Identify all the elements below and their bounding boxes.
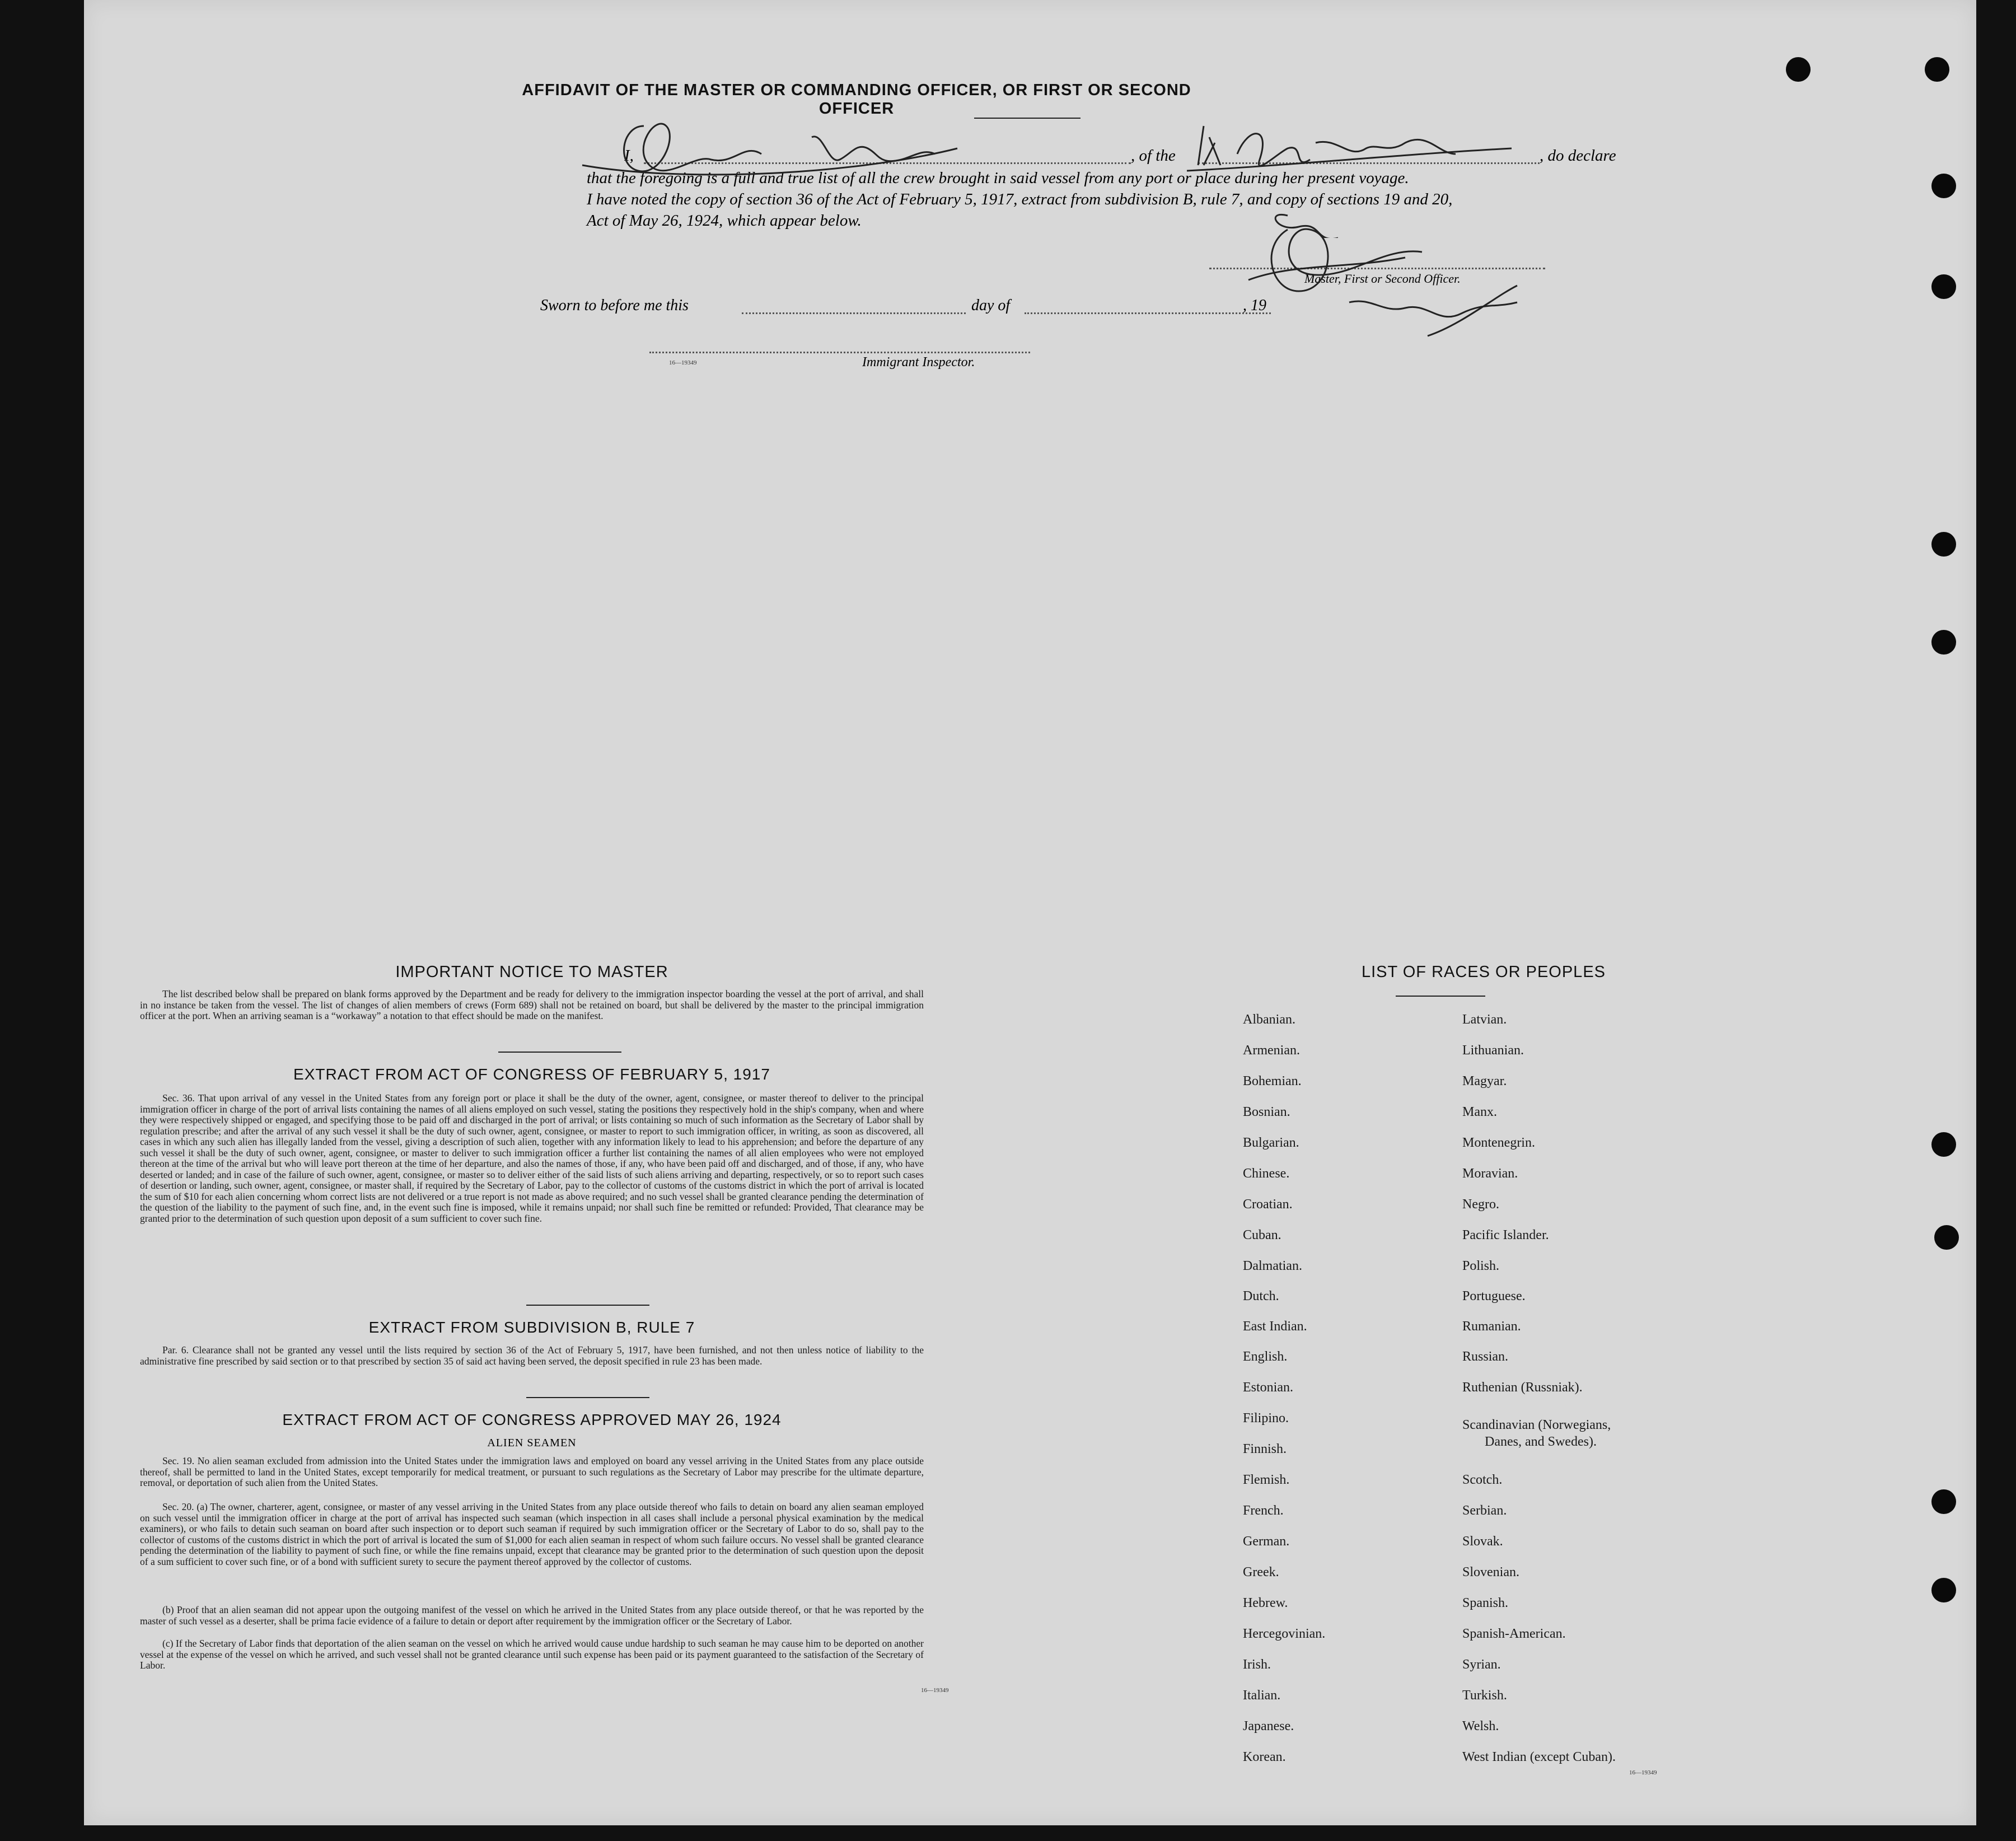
race-item: Hebrew. xyxy=(1243,1596,1288,1610)
extract-1917-text: Sec. 36. That upon arrival of any vessel in the United States from any foreign port or place it shall be the duty of the owner, agent, consignee, or master thereof to deliver to the principal immigration officer in charge of the port of arrival lists containing the names of all aliens employed on such vessel, stating the positions they respectively hold in the ship's company, when and where they were respectively shipped or engaged, and specifying those to be paid off and discharged in the port of arrival; or lists containing so much of such information as the Secretary of Labor shall by regulation prescribe; and after the arrival of any such vessel it shall be the duty of such owner, agent, consignee, or master to report to such immigration officer, in writing, as soon as discovered, all cases in which any such alien has illegally landed from the vessel, giving a description of such alien, together with any information likely to lead to his apprehension; and before the departure of any such vessel it shall be the duty of such owner, agent, consignee, or master to deliver to such immigration officer a further list containing the names of all alien employees who were not employed thereon at the time of the arrival but who will leave port thereon at the time of her departure, and also the names of those, if any, who have been paid off and discharged, and of those, if any, who have deserted or landed; and in case of the failure of such owner, agent, consignee, or master so to deliver either of the said lists of such aliens arriving and departing, respectively, or so to report such cases of desertion or landing, such owner, agent, consignee, or master shall, if required by the Secretary of Labor, pay to the collector of customs of the customs district in which the port of arrival is located the sum of $10 for each alien concerning whom correct lists are not delivered or a true report is not made as above required; and no such vessel shall be granted clearance pending the determination of the question of the liability to the payment of such fine, and, in the event such fine is imposed, while it remains unpaid; nor shall such fine be remitted or refunded: Provided, That clearance may be granted prior to the determination of such question upon deposit of a sum sufficient to cover such fine. xyxy=(140,1092,924,1224)
race-item: Negro. xyxy=(1462,1197,1499,1212)
form-number: 16—19349 xyxy=(1629,1769,1657,1776)
extract-1924-sec20a: Sec. 20. (a) The owner, charterer, agent, consignee, or master of any vessel arriving in the United States from any place outside thereof who fails to detain on board any alien seaman employed on such vessel until the immigration officer in charge at the port of arrival has inspected such seaman (which inspection in all cases shall include a personal physical examination by the medical examiners), or who fails to detain such seaman on board after such inspection or to deport such seaman if required by such immigration officer or the Secretary of Labor to do so, shall pay to the collector of customs of the customs district in which the port of arrival is located the sum of $1,000 for each alien seaman in respect of whom such failure occurs. No vessel shall be granted clearance pending the determination of the liability to payment of such fine, or while the fine remains unpaid, except that clearance may be granted prior to the determination of such question upon the deposit of a sum sufficient to cover such fine, or of a bond with sufficient surety to secure the payment thereof approved by the collector of customs. xyxy=(140,1501,924,1567)
sworn-text: Sworn to before me this xyxy=(540,297,689,314)
binder-hole xyxy=(1931,532,1956,557)
race-item: Armenian. xyxy=(1243,1043,1300,1058)
sworn-day-line xyxy=(742,312,966,314)
race-item: Polish. xyxy=(1462,1259,1500,1273)
divider xyxy=(1396,996,1485,997)
declaration-line-4: Act of May 26, 1924, which appear below. xyxy=(587,212,862,230)
affidavit-title: AFFIDAVIT OF THE MASTER OR COMMANDING OFFICER, OR FIRST OR SECOND OFFICER xyxy=(522,81,1191,118)
race-item: Bosnian. xyxy=(1243,1105,1290,1119)
inspector-signature-line xyxy=(649,352,1030,353)
officer-signature xyxy=(1237,213,1551,342)
race-item: Lithuanian. xyxy=(1462,1043,1524,1058)
declaration-declare: , do declare xyxy=(1540,147,1616,165)
race-item: Pacific Islander. xyxy=(1462,1228,1549,1242)
race-item: Manx. xyxy=(1462,1105,1497,1119)
race-item: Latvian. xyxy=(1462,1012,1507,1027)
extract-1924-sec19: Sec. 19. No alien seaman excluded from admission into the United States under the immigration laws and employed on board any vessel arriving in the United States from any place outside thereof, shall be permitted to land in the United States, except temporarily for medical treatment, or pursuant to such regulations as the Secretary of Labor may prescribe for the ultimate departure, removal, or deportation of such alien from the United States. xyxy=(140,1455,924,1488)
declaration-i: I, xyxy=(624,147,634,165)
divider xyxy=(498,1052,621,1053)
document-page xyxy=(84,0,1976,1825)
declaration-of-the: , of the xyxy=(1131,147,1176,165)
extract-rule7-text: Par. 6. Clearance shall not be granted any vessel until the lists required by section 36 of the Act of February 5, 1917, have been furnished, and not then unless notice of liability to the administrative fine prescribed by said section or to that prescribed by section 35 of said act having been served, the deposit specified in rule 23 has been made. xyxy=(140,1344,924,1367)
binder-hole xyxy=(1931,630,1956,655)
race-item: Danes, and Swedes). xyxy=(1485,1435,1597,1449)
race-item: Irish. xyxy=(1243,1657,1271,1672)
race-item: Flemish. xyxy=(1243,1473,1290,1487)
race-item: German. xyxy=(1243,1534,1290,1549)
race-item: Bulgarian. xyxy=(1243,1136,1299,1150)
form-number: 16—19349 xyxy=(921,1687,949,1694)
binder-hole xyxy=(1786,57,1811,82)
race-item: Scotch. xyxy=(1462,1473,1503,1487)
extract-1924-sec20c: (c) If the Secretary of Labor finds that deportation of the alien seaman on the vessel on which he arrived would cause undue hardship to such seaman he may cause him to be deported on another vessel at the expense of the vessel on which he arrived, and such vessel shall not be granted clearance until such expense has been paid or its payment guaranteed to the satisfaction of the Secretary of Labor. xyxy=(140,1638,924,1671)
race-item: Magyar. xyxy=(1462,1074,1507,1088)
race-item: Albanian. xyxy=(1243,1012,1295,1027)
officer-label: Master, First or Second Officer. xyxy=(1304,272,1461,286)
race-item: Korean. xyxy=(1243,1750,1286,1764)
declaration-line-3: I have noted the copy of section 36 of the Act of February 5, 1917, extract from subdivision B, rule 7, and copy of sections 19 and 20, xyxy=(587,190,1453,208)
extract-1924-title: EXTRACT FROM ACT OF CONGRESS APPROVED MAY 26, 1924 xyxy=(282,1411,782,1428)
race-item: Dalmatian. xyxy=(1243,1259,1302,1273)
sworn-year: , 19 xyxy=(1243,297,1266,314)
race-item: English. xyxy=(1243,1349,1288,1364)
race-item: Welsh. xyxy=(1462,1719,1499,1733)
race-item: Estonian. xyxy=(1243,1380,1293,1395)
race-item: French. xyxy=(1243,1503,1284,1518)
extract-rule7-title: EXTRACT FROM SUBDIVISION B, RULE 7 xyxy=(368,1319,695,1336)
sworn-month-line xyxy=(1025,312,1271,314)
races-title: LIST OF RACES OR PEOPLES xyxy=(1361,963,1606,981)
divider xyxy=(526,1305,649,1306)
race-item: Italian. xyxy=(1243,1688,1281,1703)
race-item: Montenegrin. xyxy=(1462,1136,1535,1150)
divider xyxy=(526,1397,649,1398)
race-item: Spanish. xyxy=(1462,1596,1509,1610)
notice-title: IMPORTANT NOTICE TO MASTER xyxy=(395,963,668,981)
binder-hole xyxy=(1931,1578,1956,1602)
binder-hole xyxy=(1931,1489,1956,1514)
race-item: Spanish-American. xyxy=(1462,1627,1566,1641)
extract-1924-sec20b: (b) Proof that an alien seaman did not appear upon the outgoing manifest of the vessel on which he arrived in the United States from any place outside thereof, or that he was reported by the master of such vessel as a deserter, shall be prima facie evidence of a failure to detain or deport after requirement by the immigration officer or the Secretary of Labor. xyxy=(140,1604,924,1627)
race-item: Croatian. xyxy=(1243,1197,1293,1212)
race-item: Cuban. xyxy=(1243,1228,1281,1242)
race-item: Syrian. xyxy=(1462,1657,1501,1672)
race-item: Slovenian. xyxy=(1462,1565,1519,1580)
race-item: Russian. xyxy=(1462,1349,1509,1364)
race-item: Filipino. xyxy=(1243,1411,1289,1426)
race-item: Turkish. xyxy=(1462,1688,1507,1703)
inspector-label: Immigrant Inspector. xyxy=(862,355,975,370)
race-item: West Indian (except Cuban). xyxy=(1462,1750,1616,1764)
binder-hole xyxy=(1931,274,1956,299)
declaration-line-2: that the foregoing is a full and true list of all the crew brought in said vessel from any port or place during her present voyage. xyxy=(587,169,1409,187)
race-item: Ruthenian (Russniak). xyxy=(1462,1380,1583,1395)
binder-hole xyxy=(1931,174,1956,198)
race-item: East Indian. xyxy=(1243,1319,1307,1334)
race-item: Serbian. xyxy=(1462,1503,1507,1518)
race-item: Dutch. xyxy=(1243,1289,1279,1303)
race-item: Greek. xyxy=(1243,1565,1279,1580)
race-item: Scandinavian (Norwegians, xyxy=(1462,1418,1611,1432)
sworn-day-of: day of xyxy=(971,297,1011,314)
extract-1924-subtitle: ALIEN SEAMEN xyxy=(487,1437,577,1449)
race-item: Chinese. xyxy=(1243,1166,1290,1181)
binder-hole xyxy=(1925,57,1949,82)
race-item: Finnish. xyxy=(1243,1442,1287,1456)
extract-1917-title: EXTRACT FROM ACT OF CONGRESS OF FEBRUARY 5, 1917 xyxy=(293,1066,770,1083)
binder-hole xyxy=(1931,1132,1956,1157)
race-item: Portuguese. xyxy=(1462,1289,1526,1303)
binder-hole xyxy=(1934,1225,1959,1250)
race-item: Slovak. xyxy=(1462,1534,1503,1549)
race-item: Rumanian. xyxy=(1462,1319,1521,1334)
notice-text: The list described below shall be prepared on blank forms approved by the Department and be ready for delivery to the immigration inspector boarding the vessel at the port of arrival, and shall in no instance be taken from the vessel. The list of changes of alien members of crews (Form 689) shall not be retained on board, but shall be delivered by the master to the principal immigration officer at the port. When an arriving seaman is a “workaway” a notation to that effect should be made on the manifest. xyxy=(140,988,924,1021)
race-item: Bohemian. xyxy=(1243,1074,1302,1088)
form-number: 16—19349 xyxy=(669,359,697,366)
race-item: Hercegovinian. xyxy=(1243,1627,1326,1641)
race-item: Japanese. xyxy=(1243,1719,1294,1733)
race-item: Moravian. xyxy=(1462,1166,1518,1181)
